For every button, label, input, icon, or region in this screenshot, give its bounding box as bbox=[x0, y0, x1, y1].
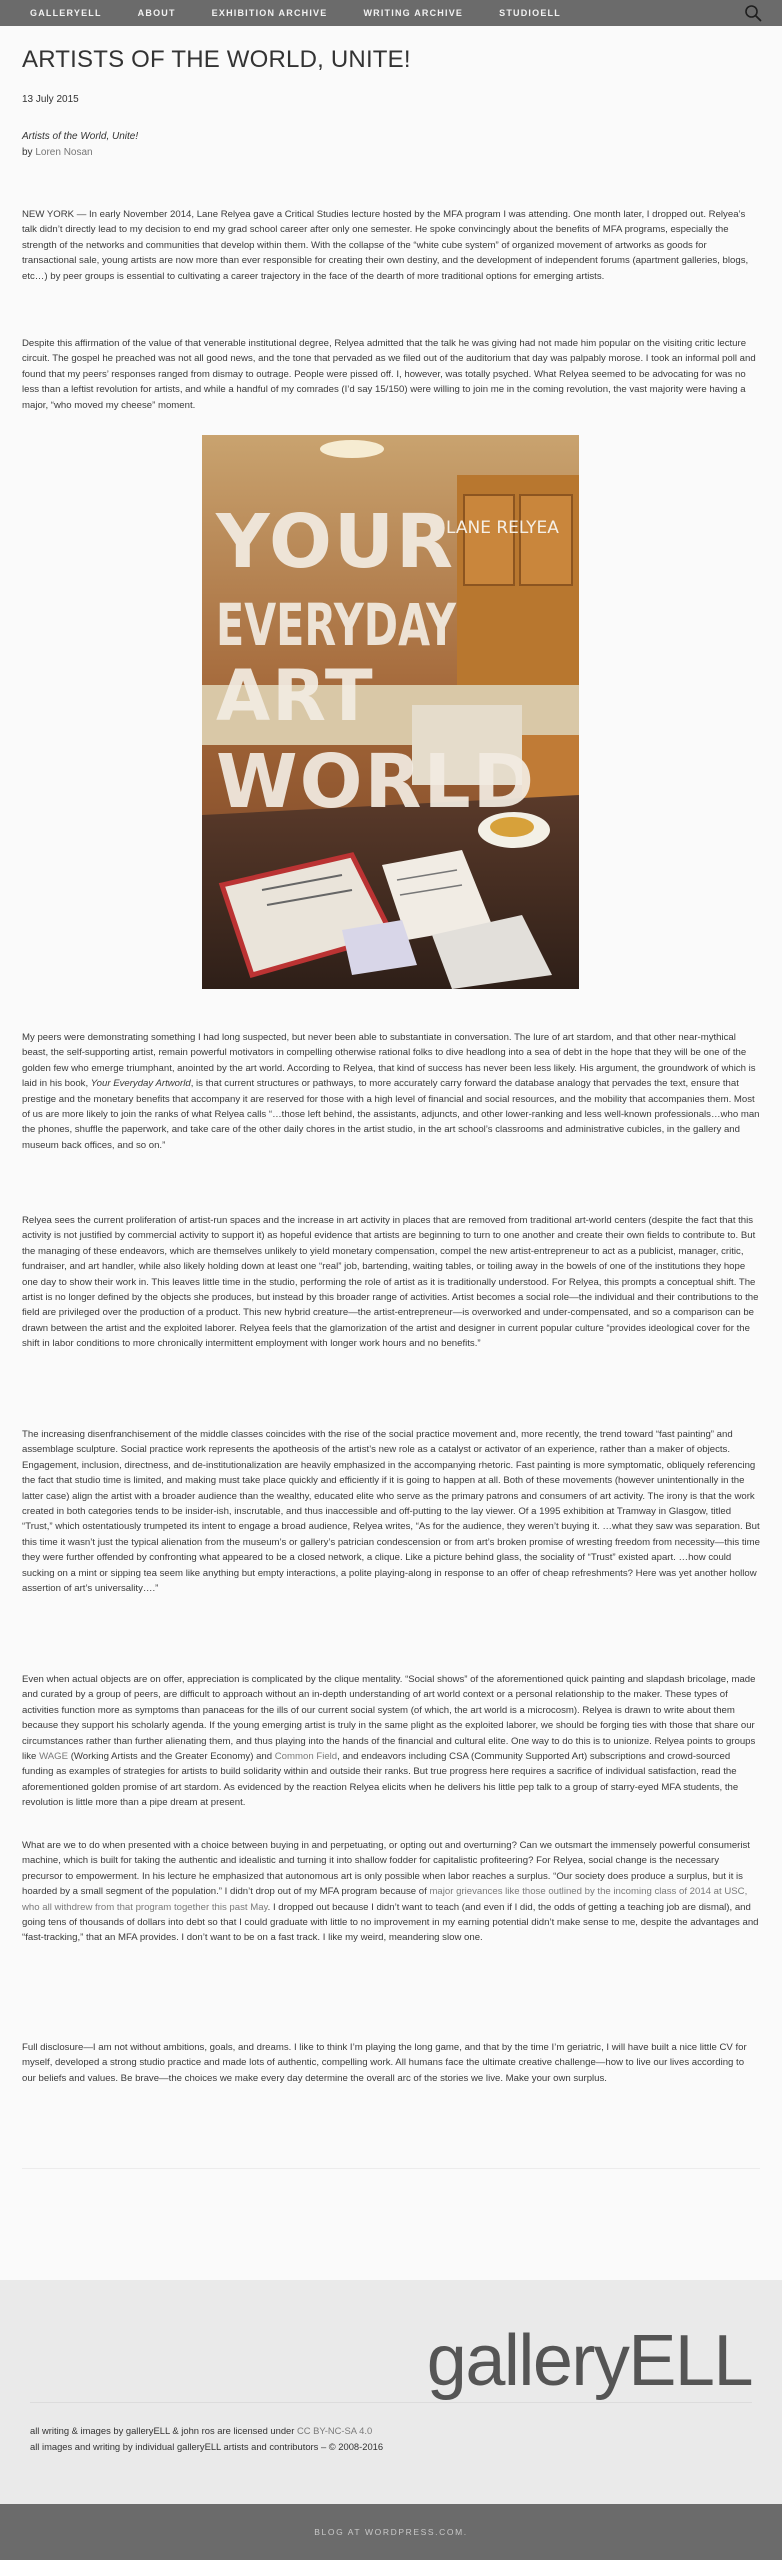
nav-item-exhibition-archive[interactable]: EXHIBITION ARCHIVE bbox=[211, 8, 328, 18]
usc-withdrawal-link[interactable]: major grievances like those outlined by the incoming class of 2014 at USC, who all withdrew from that program together this past May bbox=[22, 1886, 748, 1913]
license-text: all writing & images by galleryELL & john ros are licensed under bbox=[30, 2425, 297, 2436]
paragraph-3-text-a: My peers were demonstrating something I had long suspected, but never been able to substantiate in conversation. The lure of art stardom, and that other near-mythical beast, the self-supporting artist, remain powerful motivators in compelling otherwise rational folks to dive headlong into a sea of debt in the hope that they will be one of the golden few who emerge triumphant, anointed by the art world. According to Relyea, that kind of success has never been less likely. His argument, the groundwork of which is laid in his book, bbox=[22, 1032, 756, 1090]
cover-author: LANE RELYEA bbox=[446, 518, 559, 538]
nav-item-galleryell[interactable]: GALLERYELL bbox=[30, 8, 102, 18]
paragraph-3-text-b: , is that current structures or pathways, to more accurately carry forward the database analogy that pervades the text, ensure that prestige and the monetary benefits that accompany it are reserved for those with a high level of financial and social resources, and the mobility that accompanies them. Most of us are more likely to join the ranks of what Relyea calls “…those left behind, the assistants, adjuncts, and other lower-ranking and less well-known professionals…who man the phones, shuffle the paperwork, and take care of the other daily chores in the artist studio, in the art school’s classrooms and administrative cubicles, in the gallery and museum back offices, and so on.” bbox=[22, 1078, 760, 1151]
common-field-link[interactable]: Common Field bbox=[274, 1751, 338, 1763]
paragraph-3 bbox=[22, 1030, 760, 1153]
footer-logo[interactable]: galleryELL bbox=[426, 2321, 752, 2401]
book-title: Your Everyday Artworld bbox=[90, 1078, 191, 1090]
paragraph-6-text-a: Even when actual objects are on offer, appreciation is complicated by the clique mentality. “Social shows” of the aforementioned quick painting and slapdash bricolage, made and curated by a group of peers, are difficult to approach without an in-depth understanding of art world context or a personal relationship to the maker. These types of activities function more as symptoms than panaceas for the ills of our current social system (of which, the art world is a microcosm). Relyea is drawn to write about them because they support his scholarly agenda. If the young emerging artist is truly in the same plight as the exploited laborer, we should be forging ties with those that share our circumstances rather than further alienating them, and thus playing into the hands of the financial and cultural elite. One way to do this is to unionize. Relyea points to groups like bbox=[22, 1674, 756, 1763]
nav-item-studioell[interactable]: STUDIOELL bbox=[499, 8, 561, 18]
license-link[interactable]: CC BY-NC-SA 4.0 bbox=[296, 2425, 373, 2436]
bottom-bar bbox=[0, 2504, 782, 2560]
paragraph-1: NEW YORK — In early November 2014, Lane Relyea gave a Critical Studies lecture hosted by the MFA program I was attending. One month later, I dropped out. Relyea’s talk didn’t directly lead to my decision to end my grad school career after only one semester. He spoke convincingly about the benefits of MFA programs, especially the strength of the networks and communities that develop within them. With the collapse of the “white cube system” of organized movement of artworks as goods for transactional sale, young artists are now more than ever responsible for creating their own destiny, and the development of independent forums (apartment galleries, blogs, etc…) by peer groups is essential to cultivating a career trajectory in the face of the dearth of more traditional options for emerging artists. bbox=[22, 209, 749, 282]
post-byline bbox=[22, 147, 93, 158]
paragraph-5: The increasing disenfranchisement of the middle classes coincides with the rise of the social practice movement and, more recently, the trend toward “fast painting” and assemblage sculpture. Social practice work represents the apotheosis of the artist’s new role as a catalyst or activator of an experience, rather than a maker of objects. Engagement, inclusion, directness, and de-institutionalization are heavily emphasized in the accompanying rhetoric. Fast painting is more symptomatic, obliquely referencing the fact that studio time is limited, and making must take place quickly and efficiently if it is going to happen at all. Both of these movements (however unintentionally in the latter case) align the artist with a broader audience than the wealthy, educated elite who serve as the primary patrons and consumers of art activity. The irony is that the work created in both categories tends to be insider-ish, inscrutable, and thus inaccessible and off-putting to the lay viewer. Of a 1995 exhibition at Tramway in Glasgow, titled “Trust,” which ostentatiously trumpeted its intent to engage a broad audience, Relyea writes, “As for the audience, they weren’t buying it. …what they saw was separation. But this time it wasn’t just the typical alienation from the museum’s or gallery’s patrician condescension or from art’s broken promise of wresting freedom from necessity—this time they were further offended by confronting what appeared to be a closed network, a clique. Like a picture behind glass, the sociality of “Trust” existed apart. …how could sucking on a mint or sipping tea seem like anything but empty interactions, a polite playing-along in response to an offer of cheap refreshments? Here was yet another hollow assertion of art’s universality….” bbox=[22, 1429, 760, 1595]
cover-title-line-3: ART bbox=[216, 655, 375, 737]
content-divider bbox=[22, 2168, 760, 2169]
paragraph-4: Relyea sees the current proliferation of artist-run spaces and the increase in art activity in places that are removed from traditional art-world centers (despite the fact that this activity is not justified by commercial activity to support it) as hopeful evidence that artists are beginning to turn to one another and create their own fields to contribute to. But the managing of these endeavors, which are themselves unlikely to yield monetary compensation, compel the new artist-entrepreneur to act as a publicist, manager, critic, fundraiser, and art handler, while also likely holding down at least one “real” job, bartending, waiting tables, or toiling away in the bowels of one of the institutions they hope one day to show their work in. This leaves little time in the studio, performing the role of artist as it is traditionally understood. For Relyea, this prompts a conceptual shift. The artist is no longer defined by the objects she produces, but instead by this broader range of activities. Artist becomes a social role—the individual and their contributions to the field are privileged over the production of a product. This new hybrid creature—the artist-entrepreneur—is overworked and under-compensated, and so a comparison can be drawn between the artist and the exploited laborer. Relyea feels that the glamorization of the artist and designer in current popular culture “provides ideological cover for the shift in labor conditions to more chronically intermittent employment with longer work hours and no benefits.” bbox=[22, 1215, 759, 1350]
cover-title-line-1: YOUR bbox=[216, 499, 455, 585]
post-subtitle: Artists of the World, Unite! bbox=[22, 131, 139, 142]
nav-item-writing-archive[interactable]: WRITING ARCHIVE bbox=[363, 8, 464, 18]
paragraph-8: Full disclosure—I am not without ambitions, goals, and dreams. I like to think I’m playing the long game, and that by the time I’m geriatric, I will have built a nice little CV for myself, developed a strong studio practice and made lots of authentic, compelling work. All humans face the ultimate creative challenge—how to live our lives according to our beliefs and values. Be brave—the choices we make every day determine the overall arc of the stories we live. Make your own surplus. bbox=[22, 2042, 747, 2084]
page-title: ARTISTS OF THE WORLD, UNITE! bbox=[22, 46, 411, 73]
main-nav bbox=[0, 8, 597, 18]
wordpress-link[interactable]: BLOG AT WORDPRESS.COM. bbox=[314, 2527, 468, 2537]
search-icon[interactable] bbox=[744, 4, 762, 22]
copyright-line: all images and writing by individual galleryELL artists and contributors – © 2008-2016 bbox=[30, 2441, 384, 2452]
post-date: 13 July 2015 bbox=[22, 94, 79, 105]
paragraph-7-text-a: What are we to do when presented with a choice between buying in and perpetuating, or opting out and overturning? Can we outsmart the immensely powerful consumerist machine, which is built for taking the authentic and idealistic and turning it into shallow fodder for capitalistic profiteering? For Relyea, social change is the necessary precursor to empowerment. In his lecture he emphasized that autonomous art is only possible when labor reaches a surplus. “Our society does produce a surplus, but it is hoarded by a small segment of the population.” I didn’t drop out of my MFA program because of bbox=[22, 1840, 750, 1898]
site-footer bbox=[0, 2280, 782, 2504]
cover-title-line-4: WORLD bbox=[216, 739, 537, 825]
byline-prefix: by bbox=[22, 147, 33, 158]
paragraph-6 bbox=[22, 1672, 760, 1811]
wage-link[interactable]: WAGE bbox=[39, 1751, 69, 1763]
book-cover-image bbox=[202, 435, 579, 989]
author-link[interactable]: Loren Nosan bbox=[35, 147, 93, 158]
paragraph-2: Despite this affirmation of the value of that venerable institutional degree, Relyea admitted that the talk he was giving had not made him popular on the visiting critic lecture circuit. The gospel he preached was not all good news, and the tone that pervaded as we filed out of the auditorium that day was palpably morose. I took an informal poll and found that my peers’ responses ranged from dismay to outrage. People were pissed off. I, however, was totally psyched. What Relyea seemed to be advocating for was no less than a leftist revolution for artists, and while a handful of my comrades (I’d say 15/150) were willing to join me in the coming revolution, the vast majority were having a major, “who moved my cheese” moment. bbox=[22, 338, 756, 411]
top-navigation-bar bbox=[0, 0, 782, 26]
paragraph-7 bbox=[22, 1838, 760, 1946]
nav-item-about[interactable]: ABOUT bbox=[137, 8, 176, 18]
license-line bbox=[30, 2425, 372, 2436]
paragraph-6-text-b: (Working Artists and the Greater Economy) and bbox=[68, 1751, 275, 1763]
footer-divider bbox=[30, 2402, 752, 2403]
cover-title-line-2: EVERYDAY bbox=[216, 591, 457, 659]
paragraph-7-text-b: . I dropped out because I didn’t want to teach (and even if I did, the odds of getting a teaching job are dismal), and going tens of thousands of dollars into debt so that I could graduate with little to no improvement in my earning potential didn’t make sense to me, despite the advantages and “fast-tracking,” that an MFA provides. I don’t want to be on a fast track. I like my weird, meandering slow one. bbox=[22, 1901, 759, 1944]
paragraph-6-text-c: , and endeavors including CSA (Community Supported Art) subscriptions and crowd-sourced funding as examples of strategies for artists to build solidarity within and outside their ranks. But true progress here requires a sacrifice of individual satisfaction, read the aforementioned golden promise of art stardom. As evidenced by the reaction Relyea elicits when he delivers his little pep talk to a group of starry-eyed MFA students, the revolution is little more than a pipe dream at present. bbox=[22, 1751, 739, 1809]
